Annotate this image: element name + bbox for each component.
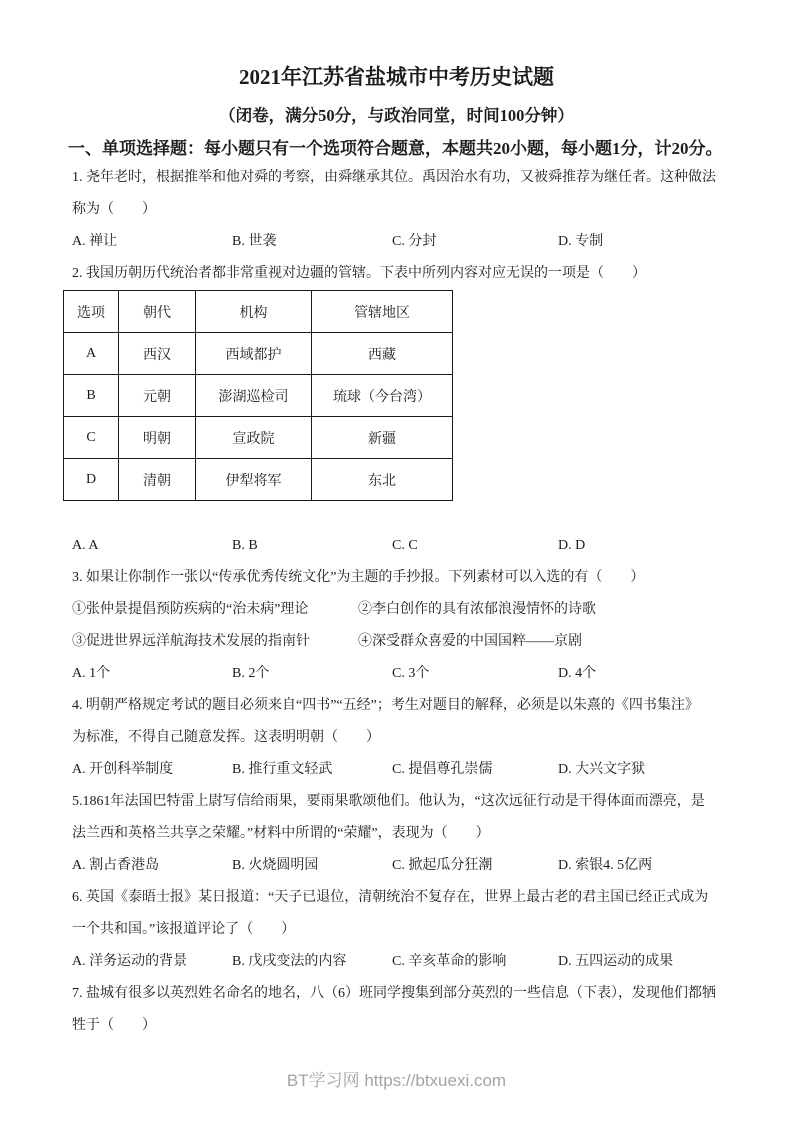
question-6-line-1: 6. 英国《泰晤士报》某日报道：“天子已退位，清朝统治不复存在，世界上最古老的君主国已经正式成为 [72,890,709,905]
question-3-option-d: D. 4个 [558,666,597,681]
question-7-line-1: 7. 盐城有很多以英烈姓名命名的地名，八（6）班同学搜集到部分英烈的一些信息（下表），发现他们都牺 [72,986,716,1001]
question-1-option-d: D. 专制 [558,234,604,249]
question-5-option-b: B. 火烧圆明园 [232,858,319,873]
question-5-option-c: C. 掀起瓜分狂潮 [392,858,493,873]
table-cell: 澎湖巡检司 [196,375,312,417]
question-3-item-2: ②李白创作的具有浓郁浪漫情怀的诗歌 [358,602,596,617]
table-cell: 元朝 [119,375,196,417]
table-cell: A [64,333,119,375]
table-cell: 西汉 [119,333,196,375]
question-6-options [72,946,772,978]
question-2-line-1: 2. 我国历朝历代统治者都非常重视对边疆的管辖。下表中所列内容对应无误的一项是（ ） [72,266,646,281]
question-2-option-a: A. A [72,538,99,553]
question-3-item-3: ③促进世界远洋航海技术发展的指南针 [72,634,310,649]
section-heading: 一、单项选择题：每小题只有一个选项符合题意，本题共20小题，每小题1分，计20分。 [68,139,723,158]
page-title: 2021年江苏省盐城市中考历史试题 [239,65,554,89]
question-3-item-1: ①张仲景提倡预防疾病的“治未病”理论 [72,602,309,617]
question-4-option-d: D. 大兴文字狱 [558,762,646,777]
table-cell: 西藏 [312,333,453,375]
table-cell: B [64,375,119,417]
question-5-option-d: D. 索银4. 5亿两 [558,858,653,873]
table-cell: C [64,417,119,459]
table-cell: 西域都护 [196,333,312,375]
question-3-item-4: ④深受群众喜爱的中国国粹——京剧 [358,634,582,649]
question-3-items-1-2 [72,594,772,626]
table-cell: 宣政院 [196,417,312,459]
question-2-option-d: D. D [558,538,586,553]
table-header-dynasty: 朝代 [119,291,196,333]
question-1-line-1: 1. 尧年老时，根据推举和他对舜的考察，由舜继承其位。禹因治水有功，又被舜推荐为继任者。这种做法 [72,170,716,185]
question-3-options [72,658,772,690]
question-6-line-2: 一个共和国。”该报道评论了（ ） [72,922,296,937]
question-2-option-b: B. B [232,538,258,553]
table-row [64,459,453,501]
question-1-option-b: B. 世袭 [232,234,277,249]
table-header-row [64,291,453,333]
question-1-line-2: 称为（ ） [72,202,156,217]
question-4-options [72,754,772,786]
question-6-option-a: A. 洋务运动的背景 [72,954,188,969]
watermark-footer: BT学习网 https://btxuexi.com [286,1071,507,1090]
table-cell: D [64,459,119,501]
question-3-option-c: C. 3个 [392,666,430,681]
question-2-option-c: C. C [392,538,418,553]
question-4-line-1: 4. 明朝严格规定考试的题目必须来自“四书”“五经”；考生对题目的解释，必须是以朱熹的《四书集注》 [72,698,699,713]
table-row [64,417,453,459]
question-1-option-c: C. 分封 [392,234,437,249]
question-2-table [63,290,453,501]
table-cell: 明朝 [119,417,196,459]
question-4-line-2: 为标准，不得自己随意发挥。这表明明朝（ ） [72,730,380,745]
question-6-option-d: D. 五四运动的成果 [558,954,674,969]
question-5-options [72,850,772,882]
question-2-options [72,530,772,562]
question-4-option-a: A. 开创科举制度 [72,762,174,777]
question-6-option-b: B. 戊戌变法的内容 [232,954,347,969]
question-1-option-a: A. 禅让 [72,234,118,249]
question-3-option-b: B. 2个 [232,666,270,681]
table-row [64,333,453,375]
question-6-option-c: C. 辛亥革命的影响 [392,954,507,969]
question-5-line-2: 法兰西和英格兰共享之荣耀。”材料中所谓的“荣耀”，表现为（ ） [72,826,490,841]
question-5-option-a: A. 割占香港岛 [72,858,160,873]
table-cell: 琉球（今台湾） [312,375,453,417]
question-5-line-1: 5.1861年法国巴特雷上尉写信给雨果，要雨果歌颂他们。他认为，“这次远征行动是干得体面而漂亮，是 [72,794,705,809]
question-4-option-b: B. 推行重文轻武 [232,762,333,777]
table-cell: 清朝 [119,459,196,501]
table-header-institution: 机构 [196,291,312,333]
page-subtitle: （闭卷，满分50分，与政治同堂，时间100分钟） [219,106,574,125]
table-cell: 新疆 [312,417,453,459]
question-1-options [72,226,772,258]
question-3-items-3-4 [72,626,772,658]
table-row [64,375,453,417]
table-cell: 伊犁将军 [196,459,312,501]
question-4-option-c: C. 提倡尊孔崇儒 [392,762,493,777]
question-3-line-1: 3. 如果让你制作一张以“传承优秀传统文化”为主题的手抄报。下列素材可以入选的有（ ） [72,570,645,585]
question-3-option-a: A. 1个 [72,666,111,681]
table-cell: 东北 [312,459,453,501]
question-7-line-2: 牲于（ ） [72,1018,156,1033]
table-header-region: 管辖地区 [312,291,453,333]
table-header-option: 选项 [64,291,119,333]
